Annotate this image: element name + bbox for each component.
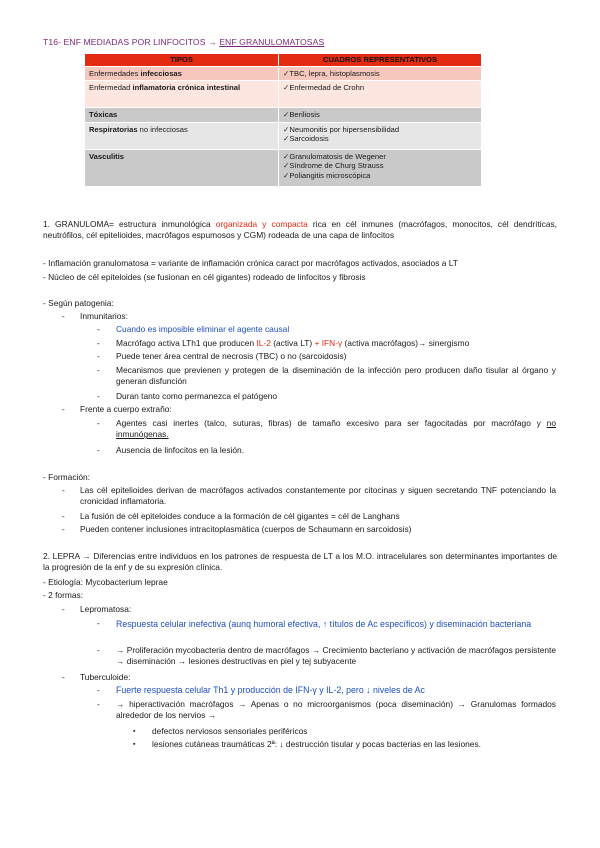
dash-bullet: - <box>97 699 100 709</box>
header-cuadros: CUADROS REPRESENTATIVOS <box>279 54 482 67</box>
inmunitarios-item: Macrófago activa LTh1 que producen IL-2 (activa LT) + IFN-γ (activa macrófagos)→ sinergismo <box>116 338 470 348</box>
tuberculoide-item: Fuerte respuesta celular Th1 y producción de IFN-γ y IL-2, pero ↓ niveles de Ac <box>116 685 425 695</box>
nucleo-line: - Núcleo de cél epiteloides (se fusionan en cél gigantes) rodeado de linfocitos y fibrosis <box>43 272 366 282</box>
inmunitarios-item: Mecanismos que previenen y protegen de la diseminación de la infección pero producen daño tisular al órgano y generan disfunción <box>116 365 556 387</box>
header-tipos: TIPOS <box>85 54 279 67</box>
cuadros-cell: ✓TBC, lepra, histoplasmosis <box>279 67 482 81</box>
page-title <box>43 37 324 48</box>
dash-bullet: - <box>62 604 65 614</box>
table-row <box>85 81 482 108</box>
inmunitarios-item: Puede tener área central de necrosis (TBC) o no (sarcoidosis) <box>116 351 347 361</box>
tuberculoide-label: Tuberculoide: <box>80 672 131 682</box>
formacion-item: Las cél epitelioides derivan de macrófagos activados constantemente por citocinas y siguen secretando TNF potenciando la cronicidad inflamatoria. <box>80 485 556 507</box>
formas-label: - 2 formas: <box>43 590 84 600</box>
lepromatosa-label: Lepromatosa: <box>80 604 132 614</box>
title-underlined: ENF GRANULOMATOSAS <box>219 37 325 47</box>
cuerpo-extrano-item: Ausencia de linfocitos en la lesión. <box>116 445 245 455</box>
table-row <box>85 67 482 81</box>
dash-bullet: - <box>97 445 100 455</box>
tipo-cell: Vasculitis <box>85 149 279 186</box>
lepromatosa-item: Respuesta celular inefectiva (aunq humoral efectiva, ↑ títulos de Ac específicos) y diseminación bacteriana <box>116 619 532 629</box>
tipo-cell: Enfermedades infecciosas <box>85 67 279 81</box>
tipo-cell: Enfermedad inflamatoria crónica intestinal <box>85 81 279 108</box>
cuerpo-extrano-label: Frente a cuerpo extraño: <box>80 404 172 414</box>
dash-bullet: - <box>62 511 65 521</box>
cuadros-cell: ✓Enfermedad de Crohn <box>279 81 482 108</box>
formacion-label: - Formación: <box>43 472 91 482</box>
tuberculoide-subitem: defectos nerviosos sensoriales periféricos <box>152 726 308 736</box>
formacion-item: Pueden contener inclusiones intracitoplasmática (cuerpos de Schaumann en sarcoidosis) <box>80 524 412 534</box>
inflamacion-line: - Inflamación granulomatosa = variante de inflamación crónica caract por macrófagos activados, asociados a LT <box>43 258 458 268</box>
types-table <box>84 53 482 187</box>
dash-bullet: - <box>97 365 100 375</box>
dash-bullet: - <box>97 351 100 361</box>
tuberculoide-subitem: lesiones cutáneas traumáticas 2ª: ↓ destrucción tisular y pocas bacterias en las lesiones. <box>152 739 481 749</box>
patogenia-label: - Según patogenia: <box>43 298 114 308</box>
dash-bullet: - <box>97 418 100 428</box>
lepromatosa-item: → Proliferación mycobacteria dentro de macrófagos → Crecimiento bacteriano y activación de macrófagos persistente → diseminación → lesiones destructivas en piel y tej subyacente <box>116 645 556 667</box>
inmunitarios-label: Inmunitarios: <box>80 311 128 321</box>
title-prefix: T16- ENF MEDIADAS POR LINFOCITOS → <box>43 37 220 47</box>
dash-bullet: - <box>97 618 100 628</box>
cuadros-cell: ✓Neumonitis por hipersensibilidad ✓Sarcoidosis <box>279 122 482 149</box>
dash-bullet: - <box>62 485 65 495</box>
table-row <box>85 149 482 186</box>
dash-bullet: - <box>97 645 100 655</box>
tuberculoide-item: → hiperactivación macrófagos → Apenas o no microorganismos (poca diseminación) → Granulomas formados alrededor de los nervios → <box>116 699 556 721</box>
cuadros-cell: ✓Beriliosis <box>279 108 482 122</box>
cuerpo-extrano-item: Agentes casi inertes (talco, suturas, fibras) de tamaño excesivo para ser fagocitadas por macrófago y no inmunógenas. <box>116 418 556 440</box>
dash-bullet: - <box>97 324 100 334</box>
inmunitarios-item: Duran tanto como permanezca el patógeno <box>116 391 278 401</box>
tipo-cell: Respiratorias no infecciosas <box>85 122 279 149</box>
dash-bullet: - <box>97 338 100 348</box>
square-bullet: ▪ <box>133 728 136 735</box>
dash-bullet: - <box>62 311 65 321</box>
dash-bullet: - <box>62 404 65 414</box>
dash-bullet: - <box>97 685 100 695</box>
table-row <box>85 122 482 149</box>
table-row <box>85 108 482 122</box>
lepra-definition: 2. LEPRA → Diferencias entre individuos en los patrones de respuesta de LT a los M.O. intracelulares son determinantes importantes de la progresión de la enf y de su expresión clínica. <box>43 551 557 573</box>
etiologia-line: - Etiología: Mycobacterium leprae <box>43 577 168 587</box>
cuadros-cell: ✓Granulomatosis de Wegener ✓Síndrome de Churg Strauss ✓Poliangitis microscópica <box>279 149 482 186</box>
dash-bullet: - <box>62 524 65 534</box>
dash-bullet: - <box>97 391 100 401</box>
granuloma-definition: 1. GRANULOMA= estructura inmunológica organizada y compacta rica en cél inmunes (macrófagos, monocitos, cél dendríticas, neutrófilos, cél epitelioides, macrófagos espumosos y CGM) rodeada de una capa de linfocitos <box>43 219 557 241</box>
tipo-cell: Tóxicas <box>85 108 279 122</box>
inmunitarios-item: Cuando es imposible eliminar el agente causal <box>116 324 290 334</box>
formacion-item: La fusión de cél epiteloides conduce a la formación de cél gigantes = cél de Langhans <box>80 511 400 521</box>
dash-bullet: - <box>62 672 65 682</box>
square-bullet: ▪ <box>133 741 136 748</box>
table-header-row <box>85 54 482 67</box>
